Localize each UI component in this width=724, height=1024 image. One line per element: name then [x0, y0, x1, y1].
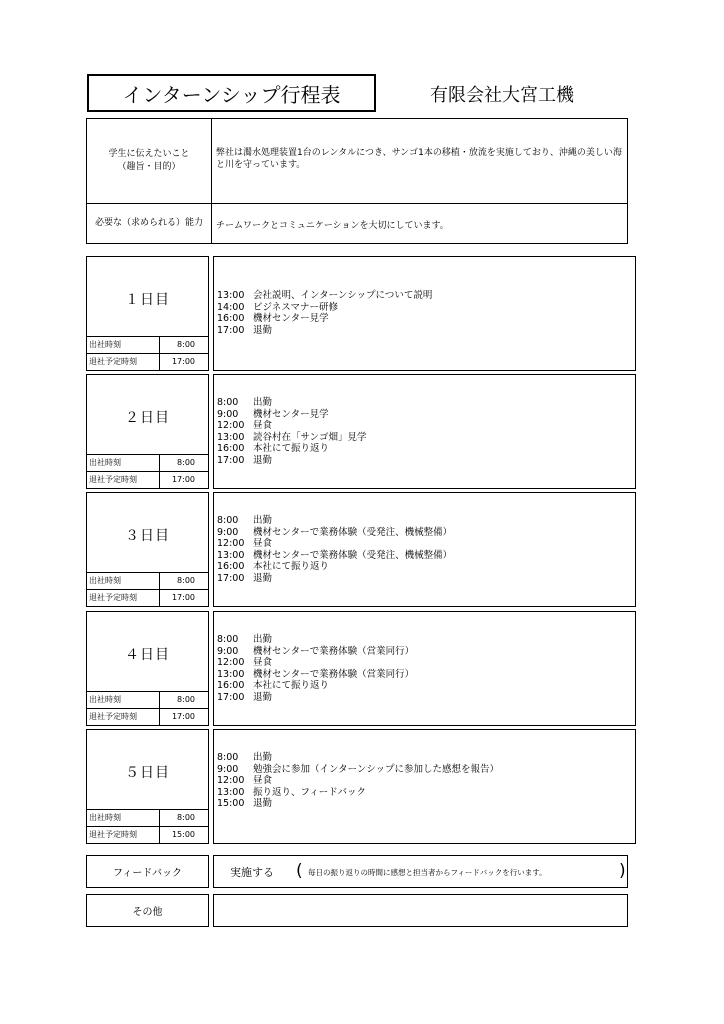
schedule-text: 退勤 [253, 691, 273, 703]
purpose-text: 弊社は濁水処理装置1台のレンタルにつき、サンゴ1本の移植・放流を実施しており、沖縄の美しい海と川を守っています。 [216, 148, 622, 170]
other-box [213, 894, 628, 927]
schedule-time: 17:00 [217, 454, 245, 466]
schedule-text: 出勤 [253, 397, 273, 408]
start-time-value: 8:00 [177, 576, 195, 585]
start-time-row [87, 572, 208, 589]
schedule-text: 本社にて振り返り [253, 561, 330, 572]
schedule-text: 昼食 [253, 420, 273, 431]
schedule-list [217, 515, 452, 584]
purpose-label-cell [87, 119, 212, 203]
schedule-item [217, 313, 432, 325]
schedule-time: 17:00 [217, 324, 245, 336]
schedule-item [217, 561, 452, 573]
start-time-value: 8:00 [177, 695, 195, 704]
day-title: ５日目 [125, 765, 170, 781]
schedule-text: 昼食 [253, 538, 273, 549]
schedule-item [217, 290, 432, 302]
schedule-text: 退勤 [253, 798, 273, 809]
schedule-time: 13:00 [217, 786, 245, 798]
schedule-item [217, 550, 452, 562]
end-time-row [87, 708, 208, 725]
end-time-label: 退社予定時刻 [87, 709, 160, 725]
start-time-row [87, 691, 208, 708]
schedule-item [217, 787, 499, 799]
schedule-time: 13:00 [217, 549, 245, 561]
schedule-time: 12:00 [217, 538, 245, 549]
schedule-time: 16:00 [217, 680, 245, 691]
end-time-label: 退社予定時刻 [87, 354, 160, 370]
ability-label: 必要な（求められる）能力 [87, 204, 212, 243]
day-schedule-box [213, 729, 636, 844]
end-time-label: 退社予定時刻 [87, 590, 160, 606]
schedule-text: 会社説明、インターンシップについて説明 [253, 290, 433, 301]
schedule-item [217, 775, 499, 787]
end-time-label: 退社予定時刻 [87, 472, 160, 488]
day-schedule-box [213, 611, 636, 726]
schedule-text: 退勤 [253, 454, 273, 466]
schedule-item [217, 443, 367, 455]
schedule-item [217, 397, 367, 409]
schedule-text: 機材センターで業務体験（営業同行） [253, 668, 415, 680]
start-time-value: 8:00 [177, 458, 195, 467]
schedule-item [217, 573, 452, 585]
end-time-value: 17:00 [171, 357, 195, 366]
schedule-item [217, 657, 414, 669]
schedule-item [217, 764, 499, 776]
schedule-item [217, 538, 452, 550]
schedule-item [217, 692, 414, 704]
schedule-text: 本社にて振り返り [253, 443, 330, 454]
schedule-item [217, 669, 414, 681]
feedback-note-close-paren: ) [619, 861, 626, 881]
end-time-value: 17:00 [171, 593, 195, 602]
schedule-time: 13:00 [217, 431, 245, 443]
schedule-text: 機材センター見学 [253, 313, 329, 324]
schedule-time: 9:00 [217, 526, 239, 538]
schedule-text: 勉強会に参加（インターンシップに参加した感想を報告） [253, 763, 500, 775]
schedule-list [217, 397, 367, 466]
schedule-item [217, 646, 414, 658]
schedule-item [217, 515, 452, 527]
schedule-time: 14:00 [217, 301, 245, 313]
schedule-item [217, 420, 367, 432]
day-schedule-box [213, 256, 636, 371]
schedule-time: 16:00 [217, 313, 245, 324]
end-time-value: 17:00 [171, 712, 195, 721]
company-name: 有限会社大宮工機 [430, 85, 574, 106]
schedule-text: ビジネスマナー研修 [253, 301, 339, 313]
schedule-text: 機材センターで業務体験（営業同行） [253, 645, 415, 657]
start-time-value: 8:00 [177, 813, 195, 822]
schedule-time: 13:00 [217, 668, 245, 680]
start-time-label: 出社時刻 [87, 573, 160, 589]
end-time-row [87, 826, 208, 843]
schedule-text: 機材センター見学 [253, 408, 329, 420]
schedule-time: 9:00 [217, 408, 239, 420]
schedule-text: 振り返り、フィードバック [253, 786, 367, 798]
schedule-item [217, 409, 367, 421]
feedback-note: 毎日の振り返りの時間に感想と担当者からフィードバックを行います。 [308, 868, 547, 877]
schedule-list [217, 634, 414, 703]
schedule-text: 機材センターで業務体験（受発注、機械整備） [253, 549, 453, 561]
schedule-text: 読谷村在「サンゴ畑」見学 [253, 431, 367, 443]
schedule-list [217, 290, 432, 336]
day-info-box [86, 256, 209, 371]
day-info-box [86, 611, 209, 726]
intro-table [86, 118, 628, 244]
feedback-label: フィードバック [86, 855, 209, 888]
schedule-text: 機材センターで業務体験（受発注、機械整備） [253, 526, 453, 538]
end-time-row [87, 471, 208, 488]
end-time-row [87, 353, 208, 370]
schedule-text: 昼食 [253, 657, 273, 668]
end-time-label: 退社予定時刻 [87, 827, 160, 843]
day-info-box [86, 729, 209, 844]
start-time-row [87, 809, 208, 826]
day-title: １日目 [125, 292, 170, 308]
schedule-time: 17:00 [217, 572, 245, 584]
end-time-value: 15:00 [171, 830, 195, 839]
day-title: ３日目 [125, 528, 170, 544]
schedule-time: 8:00 [217, 634, 239, 645]
schedule-time: 9:00 [217, 645, 239, 657]
schedule-text: 出勤 [253, 515, 273, 526]
day-schedule-box [213, 492, 636, 607]
start-time-label: 出社時刻 [87, 455, 160, 471]
day-info-box [86, 492, 209, 607]
schedule-item [217, 752, 499, 764]
schedule-time: 12:00 [217, 420, 245, 431]
end-time-row [87, 589, 208, 606]
schedule-time: 8:00 [217, 397, 239, 408]
schedule-item [217, 798, 499, 810]
other-label: その他 [86, 894, 209, 927]
schedule-text: 退勤 [253, 324, 273, 336]
feedback-note-open-paren: ( [296, 861, 303, 881]
schedule-item [217, 680, 414, 692]
start-time-label: 出社時刻 [87, 692, 160, 708]
feedback-box [213, 855, 628, 888]
page-title [87, 74, 376, 112]
ability-text: チームワークとコミュニケーションを大切にしています。 [216, 221, 449, 231]
schedule-text: 昼食 [253, 775, 273, 786]
schedule-time: 17:00 [217, 691, 245, 703]
schedule-item [217, 302, 432, 314]
schedule-time: 12:00 [217, 657, 245, 668]
schedule-item [217, 325, 432, 337]
schedule-time: 16:00 [217, 561, 245, 572]
day-title: ２日目 [125, 410, 170, 426]
start-time-row [87, 336, 208, 353]
end-time-value: 17:00 [171, 475, 195, 484]
day-info-box [86, 374, 209, 489]
schedule-time: 15:00 [217, 798, 245, 809]
day-schedule-box [213, 374, 636, 489]
schedule-item [217, 455, 367, 467]
schedule-list [217, 752, 499, 810]
purpose-label-line1: 学生に伝えたいこと [108, 149, 190, 159]
schedule-item [217, 634, 414, 646]
schedule-text: 出勤 [253, 752, 273, 763]
schedule-time: 13:00 [217, 290, 245, 301]
schedule-time: 12:00 [217, 775, 245, 786]
schedule-item [217, 432, 367, 444]
schedule-text: 本社にて振り返り [253, 680, 330, 691]
start-time-label: 出社時刻 [87, 337, 160, 353]
schedule-time: 9:00 [217, 763, 239, 775]
start-time-row [87, 454, 208, 471]
start-time-label: 出社時刻 [87, 810, 160, 826]
schedule-time: 16:00 [217, 443, 245, 454]
schedule-item [217, 527, 452, 539]
purpose-label-line2: （趣旨・目的） [117, 162, 181, 172]
schedule-time: 8:00 [217, 752, 239, 763]
feedback-value: 実施する [230, 866, 274, 879]
schedule-text: 退勤 [253, 572, 273, 584]
page-title-text: インターンシップ行程表 [122, 82, 341, 107]
start-time-value: 8:00 [177, 340, 195, 349]
schedule-time: 8:00 [217, 515, 239, 526]
day-title: ４日目 [125, 647, 170, 663]
schedule-text: 出勤 [253, 634, 273, 645]
